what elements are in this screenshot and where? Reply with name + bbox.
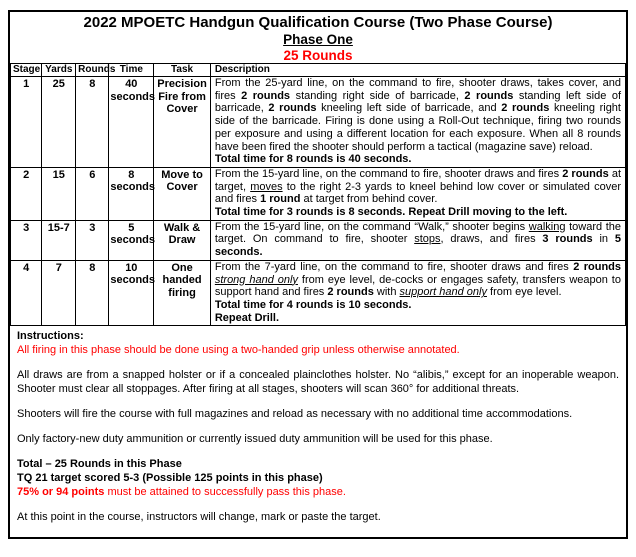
time-cell: 8 seconds	[109, 167, 154, 220]
col-header-rounds: Rounds	[76, 64, 109, 77]
yards-cell: 15-7	[42, 220, 76, 260]
time-cell: 5 seconds	[109, 220, 154, 260]
task-cell: One handed firing	[154, 260, 211, 326]
col-header-task: Task	[154, 64, 211, 77]
total-rounds-line: Total – 25 Rounds in this Phase	[17, 458, 182, 471]
page-title: 2022 MPOETC Handgun Qualification Course (Two Phase Course)	[83, 14, 553, 31]
task-cell: Precision Fire from Cover	[154, 77, 211, 168]
rounds-cell: 3	[76, 220, 109, 260]
instructions-section	[10, 326, 626, 524]
stage-cell: 4	[11, 260, 42, 326]
instructions-heading: Instructions:	[17, 330, 84, 343]
rounds-cell: 8	[76, 260, 109, 326]
description-cell: From the 15-yard line, on the command to fire, shooter draws and fires 2 rounds at target, moves to the right 2-3 yards to kneel behind low cover or simulated cover and fires 1 round at target from behind cover. Total time for 3 rounds is 8 seconds. Repeat Drill moving to the left.	[210, 167, 625, 220]
stage-cell: 1	[11, 77, 42, 168]
time-cell: 40 seconds	[109, 77, 154, 168]
target-scoring-line: TQ 21 target scored 5-3 (Possible 125 points in this phase)	[17, 472, 323, 485]
yards-cell: 25	[42, 77, 76, 168]
target-change-line: At this point in the course, instructors will change, mark or paste the target.	[17, 511, 381, 524]
passing-score-line: 75% or 94 points must be attained to successfully pass this phase.	[17, 486, 346, 499]
two-handed-grip-note: All firing in this phase should be done using a two-handed grip unless otherwise annotated.	[17, 344, 460, 357]
ammunition-note: Only factory-new duty ammunition or currently issued duty ammunition will be used for this phase.	[17, 433, 493, 446]
yards-cell: 15	[42, 167, 76, 220]
yards-cell: 7	[42, 260, 76, 326]
table-row-stage-3	[11, 220, 626, 260]
rounds-cell: 8	[76, 77, 109, 168]
description-cell: From the 7-yard line, on the command to fire, shooter draws and fires 2 rounds strong hand only from eye level, de-cocks or engages safety, transfers weapon to support hand and fires 2 rounds with support hand only from eye level. Total time for 4 rounds is 10 seconds. Repeat Drill.	[210, 260, 625, 326]
table-row-stage-4	[11, 260, 626, 326]
task-cell: Move to Cover	[154, 167, 211, 220]
qualification-course-table	[10, 63, 626, 326]
col-header-time: Time	[109, 64, 154, 77]
stage-cell: 3	[11, 220, 42, 260]
rounds-title: 25 Rounds	[283, 48, 353, 63]
document-page	[8, 10, 628, 539]
description-cell: From the 25-yard line, on the command to fire, shooter draws, takes cover, and fires 2 rounds standing right side of barricade, 2 rounds standing left side of barricade, 2 rounds kneeling left side of barricade, and 2 rounds kneeling right side of the barricade. Firing is done using a Roll-Out technique, firing two rounds per exposure and using a different location for each exposure. When all 8 rounds have been fired the shooter should perform a tactical (magazine save) reload. Total time for 8 rounds is 40 seconds.	[210, 77, 625, 168]
table-row-stage-1	[11, 77, 626, 168]
time-cell: 10 seconds	[109, 260, 154, 326]
task-cell: Walk & Draw	[154, 220, 211, 260]
description-cell: From the 15-yard line, on the command “Walk,” shooter begins walking toward the target. On command to fire, shooter stops, draws, and fires 3 rounds in 5 seconds.	[210, 220, 625, 260]
magazines-note: Shooters will fire the course with full magazines and reload as necessary with no additional time accommodations.	[17, 408, 573, 421]
phase-title: Phase One	[283, 32, 353, 47]
col-header-stage: Stage	[11, 64, 42, 77]
stage-cell: 2	[11, 167, 42, 220]
draws-holster-note: All draws are from a snapped holster or if a concealed plainclothes holster. No “alibis,” except for an inoperable weapon. Shooter must clear all stoppages. After firing at all stages, shooters will scan 360° for additional threats.	[17, 369, 619, 396]
col-header-description: Description	[210, 64, 625, 77]
rounds-cell: 6	[76, 167, 109, 220]
col-header-yards: Yards	[42, 64, 76, 77]
table-row-stage-2	[11, 167, 626, 220]
table-header-row	[11, 64, 626, 77]
title-block	[10, 12, 626, 63]
